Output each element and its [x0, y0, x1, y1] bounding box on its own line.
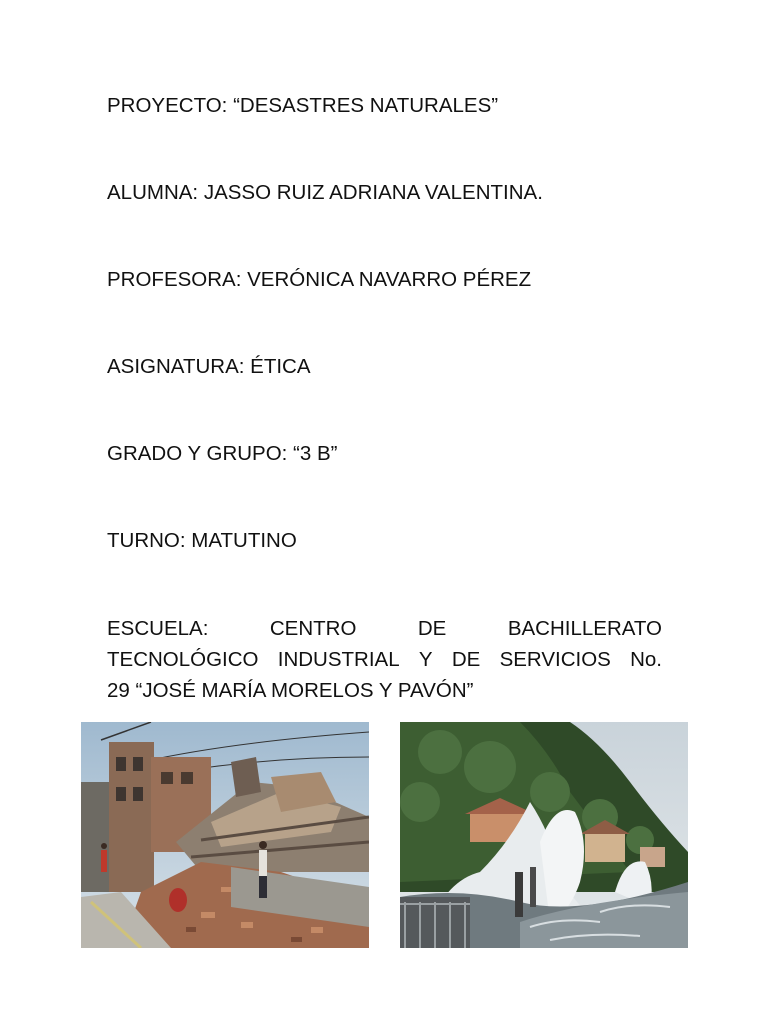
earthquake-rubble-photo — [81, 722, 369, 948]
teacher-name: PROFESORA: VERÓNICA NAVARRO PÉREZ — [107, 268, 532, 291]
school-line-2 — [107, 644, 662, 675]
school-word: DE — [451, 648, 481, 671]
school-line-3: 29 “JOSÉ MARÍA MORELOS Y PAVÓN” — [107, 679, 474, 702]
school-word: SERVICIOS — [499, 648, 611, 671]
school-word: CENTRO — [269, 617, 357, 640]
school-word: DE — [417, 617, 447, 640]
student-name: ALUMNA: JASSO RUIZ ADRIANA VALENTINA. — [107, 181, 543, 204]
school-word: ESCUELA: — [107, 617, 209, 640]
subject: ASIGNATURA: ÉTICA — [107, 355, 311, 378]
school-word: INDUSTRIAL — [277, 648, 400, 671]
shift: TURNO: MATUTINO — [107, 529, 297, 552]
school-word: Y — [418, 648, 433, 671]
tsunami-wave-photo — [400, 722, 688, 948]
school-line-1 — [107, 613, 662, 644]
school-word: BACHILLERATO — [507, 617, 662, 640]
project-title: PROYECTO: “DESASTRES NATURALES” — [107, 94, 499, 117]
grade-group: GRADO Y GRUPO: “3 B” — [107, 442, 338, 465]
school-paragraph — [107, 613, 662, 706]
school-word: No. — [630, 648, 662, 671]
school-word: TECNOLÓGICO — [107, 648, 259, 671]
